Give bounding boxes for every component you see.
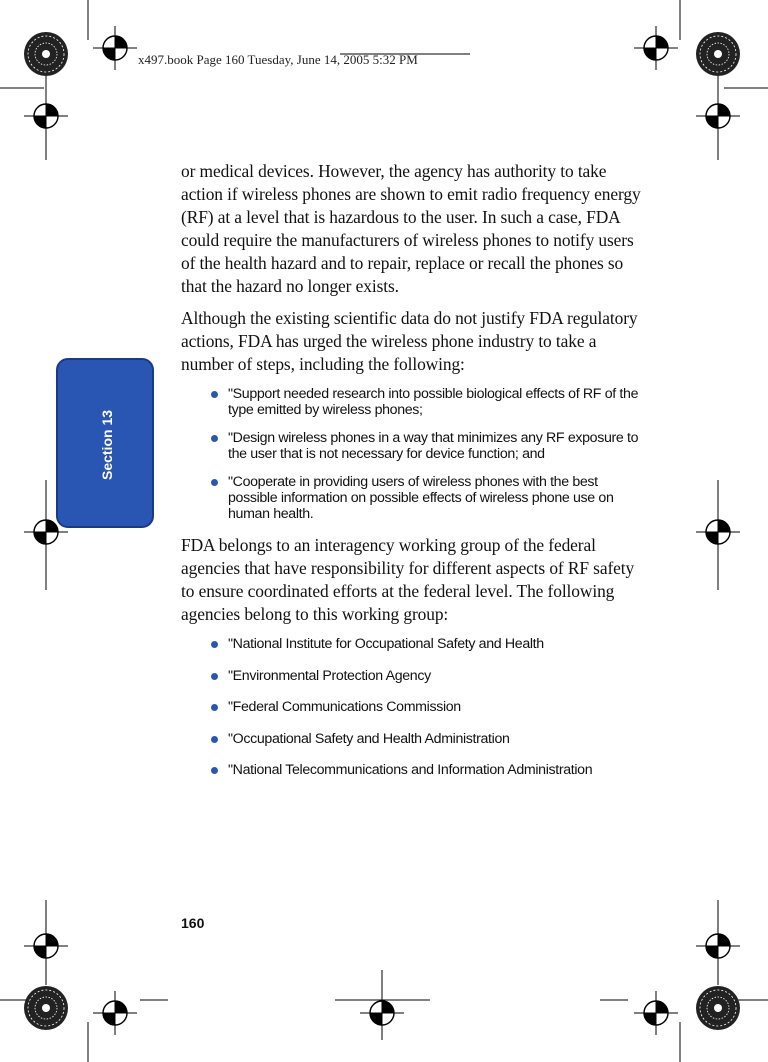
- list-item: [181, 699, 645, 715]
- list-item-text: "Cooperate in providing users of wireless phones with the best possible information on possible effects of wireless phone use on human health.: [228, 474, 614, 522]
- list-item-text: "National Telecommunications and Information Administration: [228, 762, 593, 778]
- page-content: [181, 160, 645, 794]
- steps-list: [181, 386, 645, 522]
- print-slug: x497.book Page 160 Tuesday, June 14, 2005 5:32 PM: [138, 52, 418, 67]
- list-item-text: "Occupational Safety and Health Administration: [228, 730, 510, 747]
- bullet-icon: [211, 704, 218, 711]
- list-item-text: "Support needed research into possible biological effects of RF of the type emitted by wireless phones;: [228, 386, 639, 418]
- list-item-text: "Environmental Protection Agency: [228, 667, 431, 684]
- list-item: [181, 762, 645, 778]
- paragraph-fda-steps-intro: Although the existing scientific data do not justify FDA regulatory actions, FDA has urged the wireless phone industry to take a number of steps, including the following:: [181, 308, 638, 374]
- list-item-text: "National Institute for Occupational Safety and Health: [228, 636, 544, 652]
- list-item: [181, 636, 645, 652]
- bullet-icon: [211, 641, 218, 648]
- bullet-icon: [211, 673, 218, 680]
- list-item-text: "Design wireless phones in a way that minimizes any RF exposure to the user that is not necessary for device function; and: [228, 430, 639, 462]
- page-number: 160: [181, 915, 205, 931]
- list-item: [181, 474, 645, 522]
- list-item: [181, 731, 645, 747]
- section-tab: [56, 358, 154, 528]
- paragraph-working-group: FDA belongs to an interagency working group of the federal agencies that have responsibility for different aspects of RF safety to ensure coordinated efforts at the federal level. The following agencies belong to this working group:: [181, 535, 635, 624]
- bullet-icon: [211, 435, 218, 442]
- bullet-icon: [211, 391, 218, 398]
- list-item: [181, 386, 645, 418]
- section-tab-label: Section 13: [99, 409, 115, 481]
- list-item: [181, 668, 645, 684]
- list-item: [181, 430, 645, 462]
- bullet-icon: [211, 736, 218, 743]
- bullet-icon: [211, 479, 218, 486]
- bullet-icon: [211, 767, 218, 774]
- paragraph-fda-authority: or medical devices. However, the agency has authority to take action if wireless phones are shown to emit radio frequency energy (RF) at a level that is hazardous to the user. In such a case, FDA could require the manufacturers of wireless phones to notify users of the health hazard and to repair, replace or recall the phones so that the hazard no longer exists.: [181, 161, 641, 296]
- list-item-text: "Federal Communications Commission: [228, 699, 461, 715]
- agencies-list: [181, 636, 645, 778]
